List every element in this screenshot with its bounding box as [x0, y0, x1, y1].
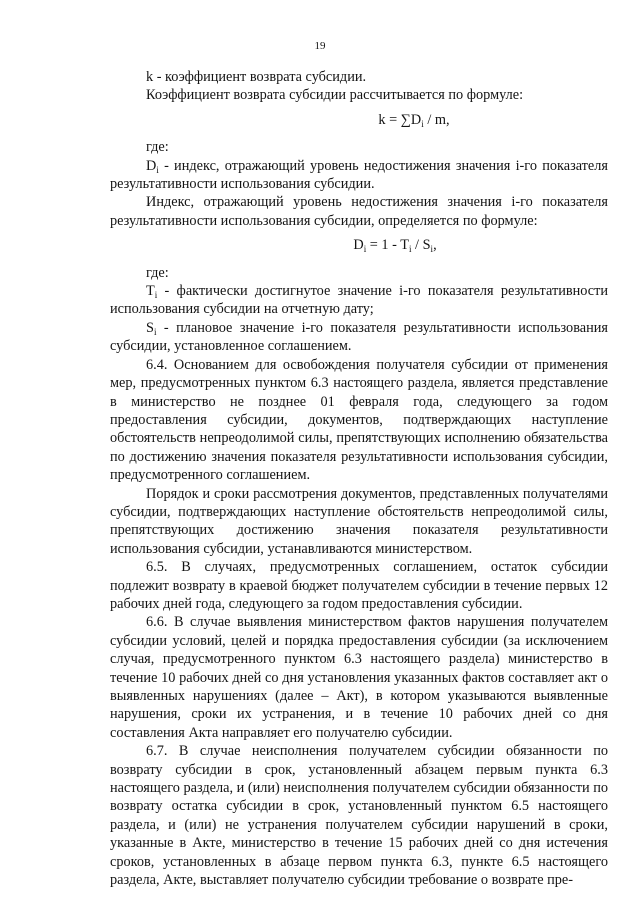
paragraph-where-1: где:	[146, 139, 169, 156]
formula-di-a: D	[353, 237, 364, 254]
formula-di-d: ,	[433, 237, 437, 254]
paragraph-where-2: где:	[146, 264, 169, 281]
ti-symbol: T	[146, 283, 155, 300]
document-body	[110, 68, 608, 889]
di-text: - индекс, отражающий уровень недостижения значения i-го показателя результативности использования субсидии.	[110, 157, 608, 193]
paragraph-review-order: Порядок и сроки рассмотрения документов, представленных получателями субсидии, подтверждающих наступление обстоятельств непреодолимой силы, препятствующих достижению значения показателя результативности использования субсидии, устанавливаются министерством.	[110, 485, 608, 557]
si-subscript: i	[153, 326, 157, 337]
formula-k-right: / m,	[423, 111, 450, 128]
formula-di-c: / S	[411, 237, 431, 254]
formula-k-left: k = ∑D	[378, 111, 422, 128]
paragraph-si-definition	[110, 319, 608, 356]
paragraph-index-formula-intro: Индекс, отражающий уровень недостижения значения i-го показателя результативности использования субсидии, определяется по формуле:	[110, 194, 608, 229]
formula-di	[110, 236, 608, 254]
di-subscript: i	[156, 164, 159, 175]
formula-di-c-sub: i	[430, 244, 434, 255]
paragraph-6-5: 6.5. В случаях, предусмотренных соглашением, остаток субсидии подлежит возврату в краевой бюджет получателем субсидии в течение первых 12 рабочих дней года, следующего за годом предоставления субсидии.	[110, 559, 608, 612]
formula-di-b-sub: i	[408, 244, 412, 255]
paragraph-6-4: 6.4. Основанием для освобождения получателя субсидии от применения мер, предусмотренных пунктом 6.3 настоящего раздела, является представление в министерство не позднее 01 февраля года, следующего за годом предоставления субсидии, документов, подтверждающих наступление обстоятельств непреодолимой силы, препятствующих исполнению обязательства по достижению значения показателя результативности использования субсидии, предусмотренного соглашением.	[110, 356, 608, 484]
paragraph-ti-definition	[110, 282, 608, 319]
formula-k-subscript: i	[421, 118, 424, 129]
paragraph-di-definition	[110, 157, 608, 194]
page-number: 19	[314, 40, 326, 52]
formula-k	[110, 111, 608, 129]
si-symbol: S	[146, 319, 154, 336]
formula-di-b: = 1 - T	[366, 237, 409, 254]
ti-text: - фактически достигнутое значение i-го показателя результативности использования субсидии на отчетную дату;	[110, 283, 608, 318]
si-text: - плановое значение i-го показателя результативности использования субсидии, установленное соглашением.	[110, 319, 608, 355]
formula-di-a-sub: i	[363, 244, 367, 255]
paragraph-6-7: 6.7. В случае неисполнения получателем субсидии обязанности по возврату субсидии в срок, установленный абзацем первым пункта 6.3 настоящего раздела, и (или) неисполнения получателем субсидии обязанности по возврату остатка субсидии в срок, установленный пунктом 6.5 настоящего раздела, и (или) не устранения получателем субсидии нарушений в сроки, указанные в Акте, министерство в течение 15 рабочих дней со дня истечения сроков, установленных в абзаце первом пункта 6.3, пункте 6.5 настоящего раздела, Акте, выставляет получателю субсидии требование о возврате пре-	[110, 743, 608, 889]
paragraph-6-6: 6.6. В случае выявления министерством фактов нарушения получателем субсидии условий, целей и порядка предоставления субсидии (за исключением случая, предусмотренного пунктом 6.3 настоящего раздела) министерство в течение 10 рабочих дней со дня установления указанных фактов составляет акт о выявленных нарушениях (далее – Акт), в котором указываются выявленные нарушения, сроки их устранения, и в течение 10 рабочих дней со дня составления Акта направляет его получателю субсидии.	[110, 614, 608, 741]
paragraph-k-definition: k - коэффициент возврата субсидии.	[146, 69, 367, 85]
ti-subscript: i	[154, 290, 158, 301]
di-symbol: D	[146, 157, 157, 174]
paragraph-k-formula-intro: Коэффициент возврата субсидии рассчитывается по формуле:	[146, 87, 524, 104]
